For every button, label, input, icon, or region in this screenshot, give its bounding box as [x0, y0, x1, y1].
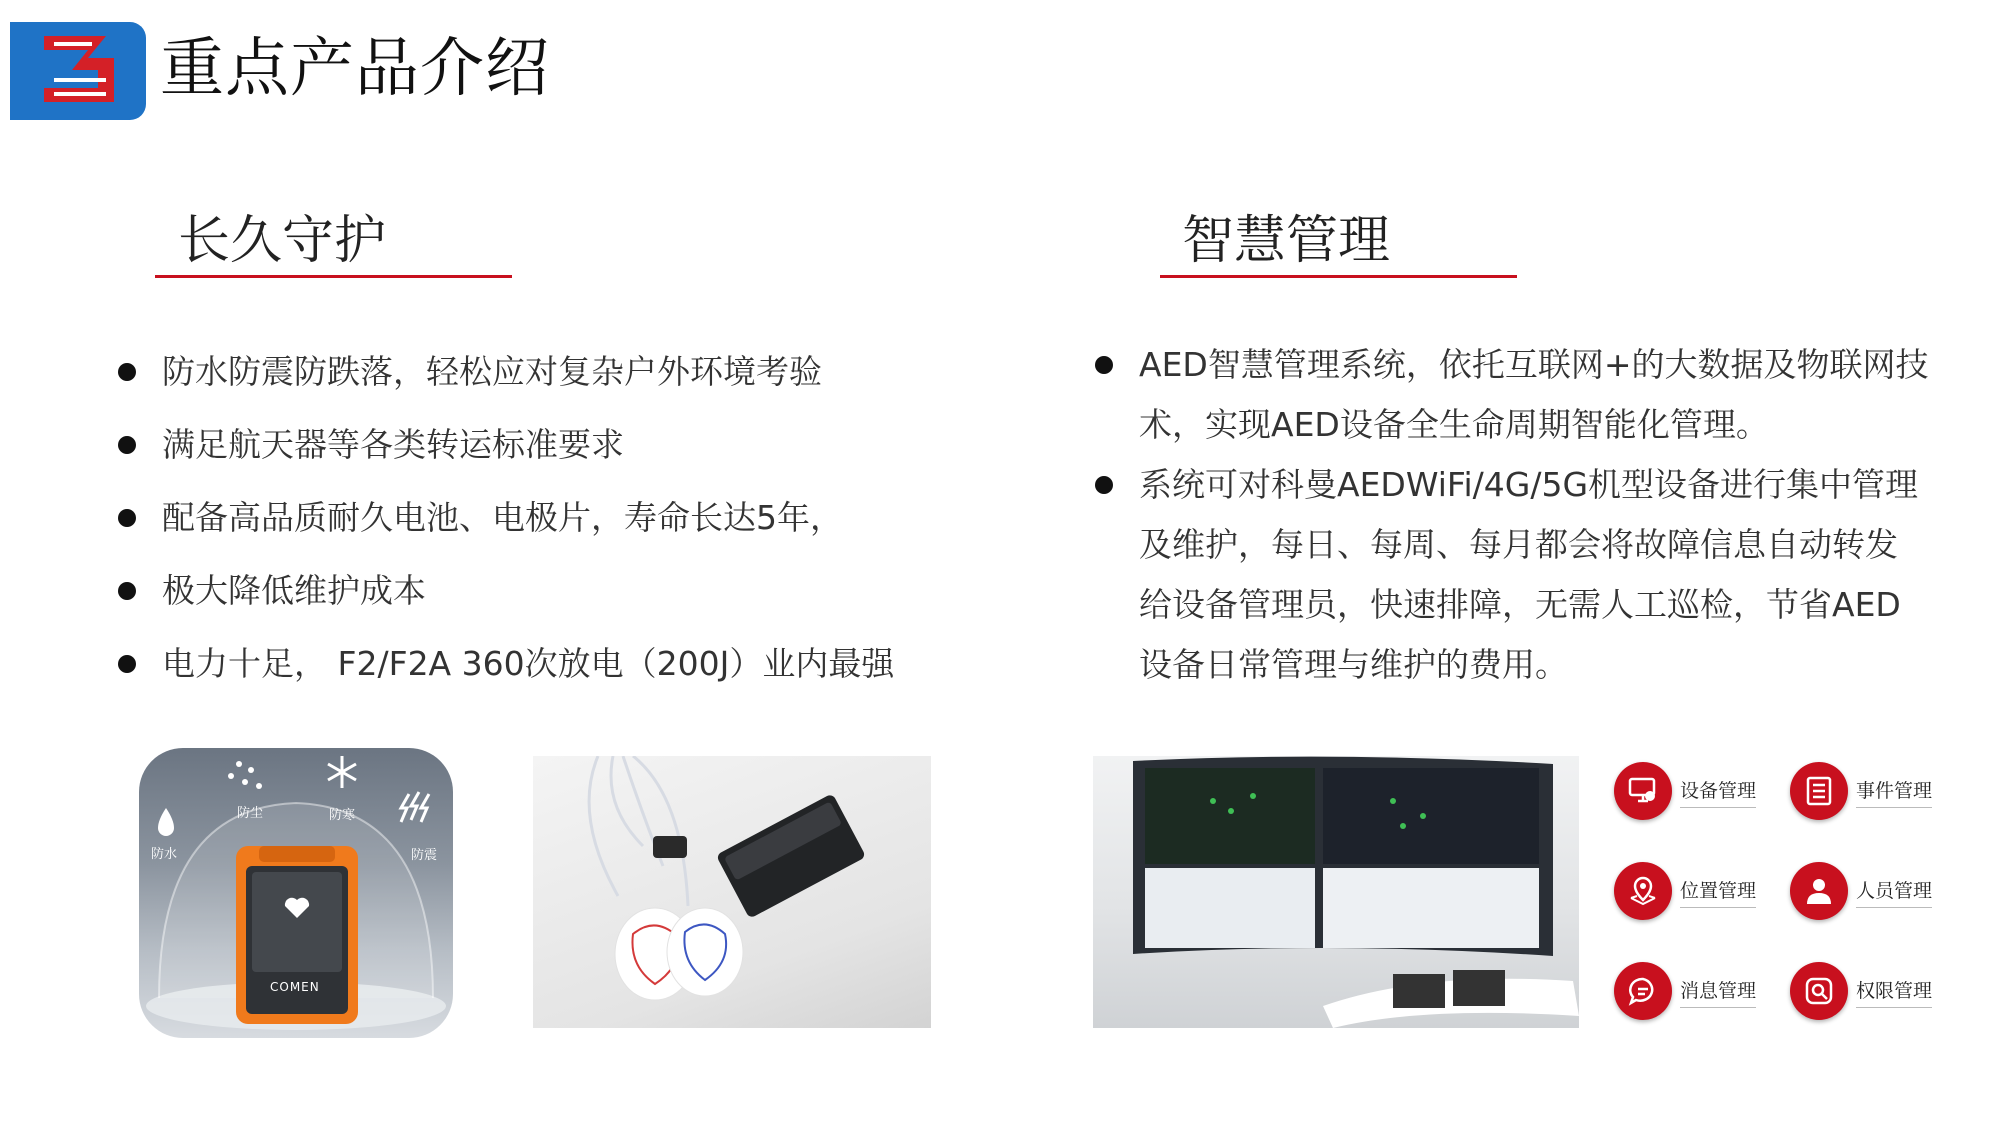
- list-item: 满足航天器等各类转运标准要求: [118, 423, 978, 496]
- list-item: 配备高品质耐久电池、电极片，寿命长达5年，: [118, 496, 978, 569]
- coldproof-label: 防寒: [329, 808, 356, 823]
- control-room-image: [1093, 756, 1579, 1028]
- bullet-dot-icon: [118, 582, 136, 600]
- dustproof-label: 防尘: [237, 806, 264, 821]
- monitor-gear-icon: [1614, 762, 1672, 820]
- feature-permission-management: 权限管理: [1790, 962, 2000, 1032]
- company-logo-icon: [10, 22, 146, 120]
- electrode-pads-battery-image: [533, 756, 931, 1028]
- left-bullet-list: [118, 350, 978, 715]
- feature-location-management: 位置管理: [1614, 862, 1824, 932]
- brand-label: COMEN: [270, 980, 320, 994]
- feature-device-management: 设备管理: [1614, 762, 1824, 832]
- list-item: 防水防震防跌落，轻松应对复杂户外环境考验: [118, 350, 978, 423]
- bullet-dot-icon: [118, 363, 136, 381]
- location-pin-icon: [1614, 862, 1672, 920]
- bullet-dot-icon: [118, 655, 136, 673]
- aed-device-image: [139, 748, 453, 1038]
- section-underline: [1160, 275, 1517, 278]
- feature-event-management: 事件管理: [1790, 762, 2000, 832]
- right-bullet-list: [1095, 335, 1930, 695]
- bullet-dot-icon: [118, 436, 136, 454]
- list-item: 系统可对科曼AEDWiFi/4G/5G机型设备进行集中管理及维护，每日、每周、每月都会将故障信息自动转发给设备管理员，快速排障，无需人工巡检，节省AED设备日常管理与维护的费用。: [1095, 455, 1930, 695]
- section-underline: [155, 275, 512, 278]
- feature-message-management: 消息管理: [1614, 962, 1824, 1032]
- bullet-dot-icon: [1095, 476, 1113, 494]
- bullet-dot-icon: [1095, 356, 1113, 374]
- person-icon: [1790, 862, 1848, 920]
- chat-bubble-icon: [1614, 962, 1672, 1020]
- waterproof-label: 防水: [151, 847, 178, 862]
- feature-personnel-management: 人员管理: [1790, 862, 2000, 932]
- shockproof-label: 防震: [411, 848, 438, 863]
- section-title-smart: 智慧管理: [1182, 211, 1391, 271]
- list-item: AED智慧管理系统，依托互联网+的大数据及物联网技术，实现AED设备全生命周期智能化管理。: [1095, 335, 1930, 455]
- key-search-icon: [1790, 962, 1848, 1020]
- document-list-icon: [1790, 762, 1848, 820]
- list-item: 电力十足， F2/F2A 360次放电（200J）业内最强: [118, 642, 978, 715]
- bullet-dot-icon: [118, 509, 136, 527]
- page-title: 重点产品介绍: [160, 32, 550, 106]
- list-item: 极大降低维护成本: [118, 569, 978, 642]
- section-title-durable: 长久守护: [178, 211, 387, 271]
